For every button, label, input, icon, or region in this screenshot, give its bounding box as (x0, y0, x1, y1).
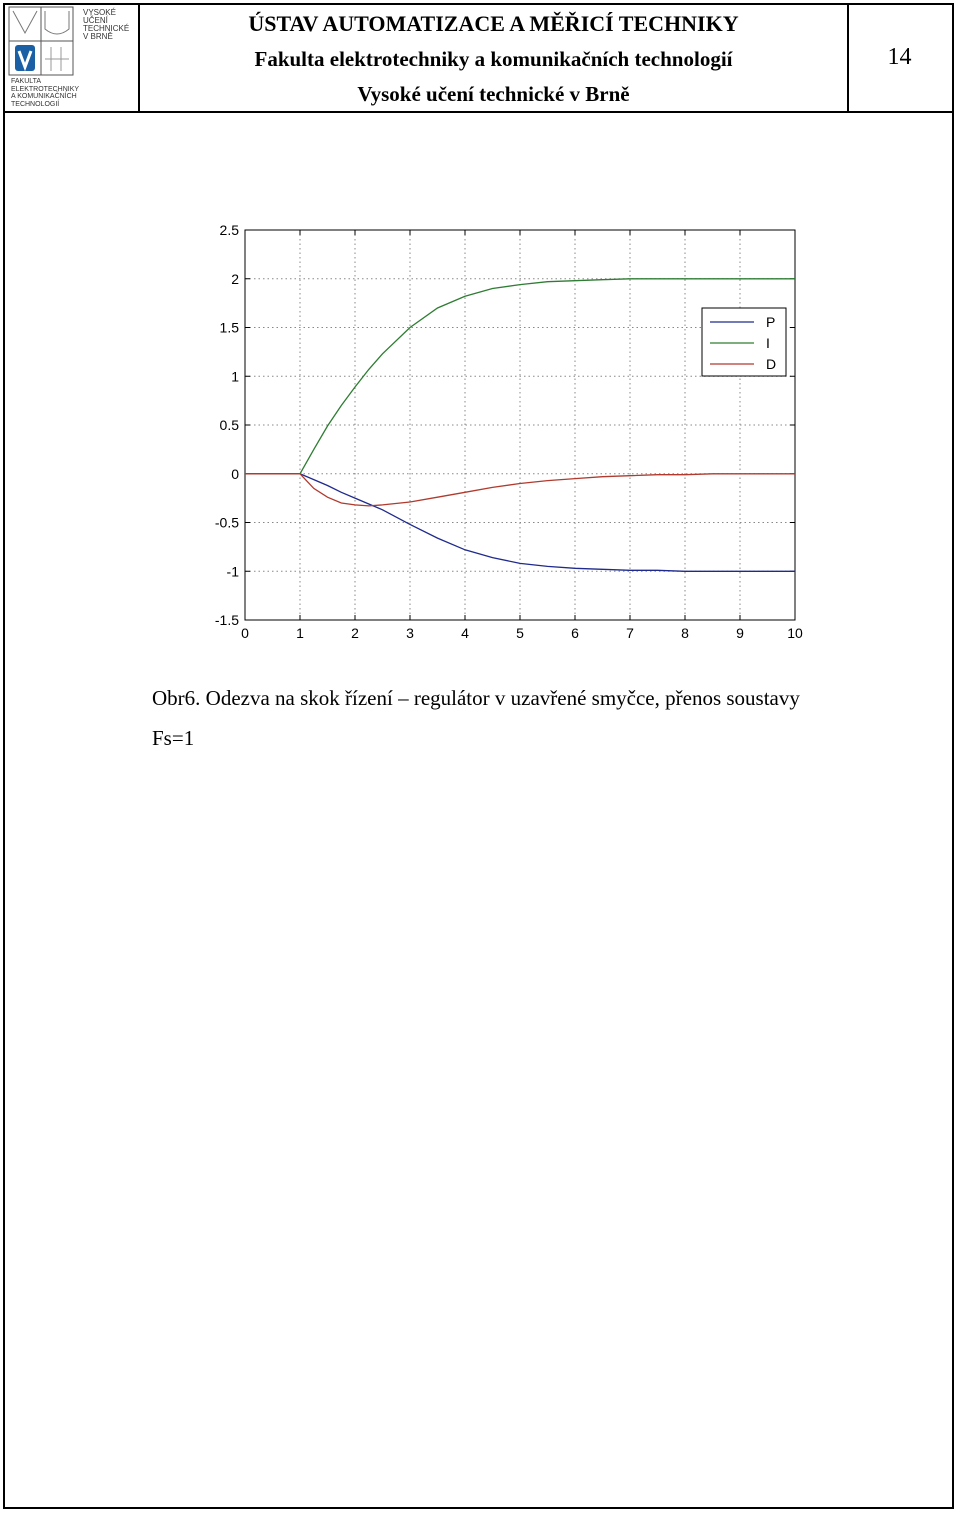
institute-title: ÚSTAV AUTOMATIZACE A MĚŘICÍ TECHNIKY (248, 11, 739, 36)
x-tick-label: 6 (571, 625, 579, 641)
figure-caption: Obr6. Odezva na skok řízení – regulátor v uzavřené smyčce, přenos soustavy (152, 686, 800, 710)
x-tick-label: 9 (736, 625, 744, 641)
university-logo (3, 3, 140, 111)
y-tick-label: 2.5 (219, 222, 239, 238)
x-tick-label: 2 (351, 625, 359, 641)
y-tick-label: -0.5 (214, 514, 239, 531)
page-header (3, 3, 954, 113)
logo-top-line: VYSOKÉ (83, 8, 116, 17)
logo-top-line: UČENÍ (83, 16, 108, 25)
x-tick-label: 8 (681, 625, 689, 641)
legend-label-p: P (766, 314, 776, 330)
x-tick-label: 3 (406, 625, 414, 641)
x-tick-label: 5 (516, 625, 524, 641)
logo-bottom-line: TECHNOLOGIÍ (11, 100, 60, 108)
x-tick-label: 4 (461, 625, 469, 641)
page-number-cell (849, 3, 950, 111)
y-tick-label: 0 (231, 465, 239, 482)
x-tick-label: 10 (787, 625, 803, 641)
y-tick-label: 1.5 (219, 319, 239, 336)
x-tick-label: 1 (296, 625, 304, 641)
y-tick-label: -1 (226, 563, 239, 580)
logo-top-line: V BRNĚ (83, 32, 113, 41)
y-tick-label: 1 (231, 368, 239, 385)
step-response-chart (200, 215, 820, 650)
legend-label-d: D (766, 356, 777, 372)
university-title: Vysoké učení technické v Brně (357, 82, 630, 106)
page-number: 14 (887, 43, 912, 70)
logo-bottom-line: A KOMUNIKAČNÍCH (11, 93, 77, 100)
y-tick-label: -1.5 (214, 612, 239, 628)
y-tick-label: 2 (231, 270, 239, 287)
x-tick-label: 7 (626, 625, 634, 641)
y-tick-label: 0.5 (219, 417, 239, 433)
legend (702, 308, 786, 376)
logo-bottom-line: ELEKTROTECHNIKY (11, 85, 80, 93)
logo-top-line: TECHNICKÉ (83, 24, 130, 33)
legend-label-i: I (766, 335, 770, 351)
header-titles (140, 3, 849, 111)
x-tick-label: 0 (241, 625, 249, 641)
figure-caption-continued: Fs=1 (152, 726, 195, 750)
logo-bottom-line: FAKULTA (11, 78, 42, 85)
faculty-title: Fakulta elektrotechniky a komunikačních technologií (254, 47, 733, 71)
